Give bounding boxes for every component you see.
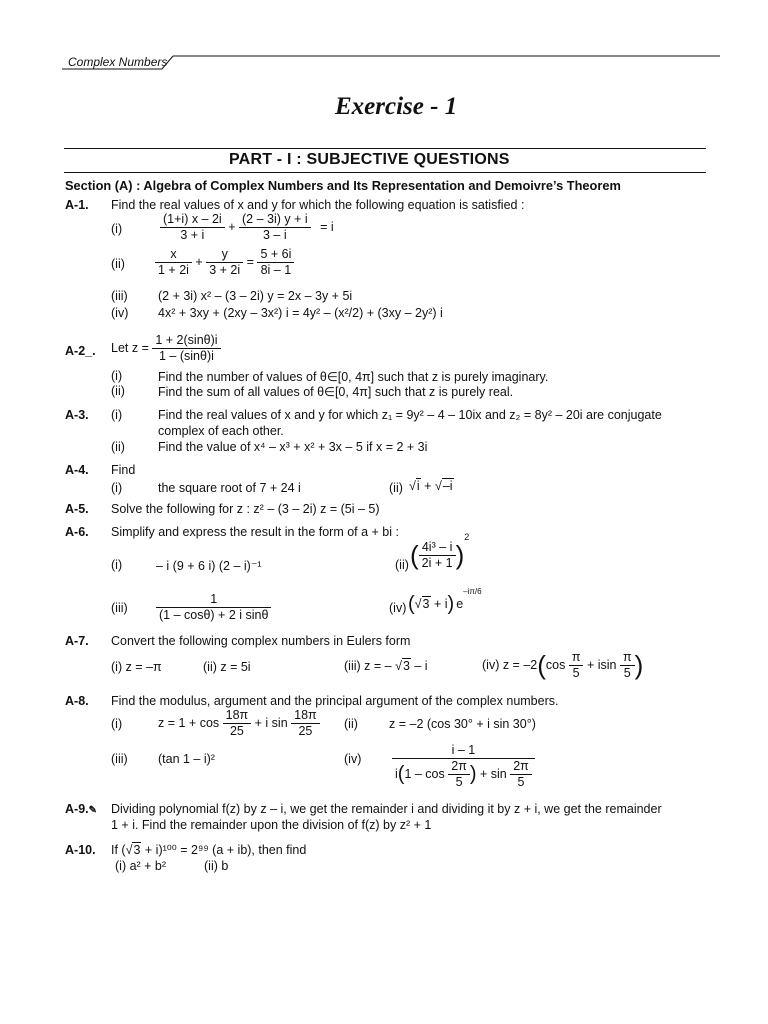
question-text: Find the modulus, argument and the principal argument of the complex numbers. xyxy=(111,694,559,708)
question-text: Simplify and express the result in the form of a + bi : xyxy=(111,525,399,539)
running-header: Complex Numbers xyxy=(68,55,168,69)
subpart-label: (ii) xyxy=(111,257,125,271)
subpart-label: (i) xyxy=(111,558,123,572)
subpart-text: (iv) z = –2(cos $\frac{\pi}{5}$ + isin $\frac{\pi}{5}$ ) xyxy=(482,650,644,680)
subpart-label: (iii) xyxy=(111,752,128,766)
question-text: Find the real values of x and y for which the following equation is satisfied : xyxy=(111,198,525,212)
subpart-label: (iv) xyxy=(111,306,129,320)
equation: z = 1 + cos $\frac{18\pi}{25}$ + i sin $\frac{18\pi}{25}$ xyxy=(158,708,320,739)
question-number: A-3. xyxy=(65,408,89,422)
equation: ( $\frac{\text{4i³ – i}}{2i + 1}$ )$^2$ xyxy=(410,531,470,570)
subpart-label: (i) xyxy=(111,369,123,383)
equation: 4x² + 3xy + (2xy – 3x²) i = 4y² – (x²/2) + (3xy – 2y²) i xyxy=(158,306,443,320)
equation: i – 1 i(1 – cos $\frac{2\pi}{5}$ ) + sin $\frac{2\pi}{5}$ xyxy=(392,743,535,790)
subpart-label: (i) xyxy=(111,408,123,422)
question-number: A-5. xyxy=(65,502,89,516)
question-number: A-7. xyxy=(65,634,89,648)
question-text: Dividing polynomial f(z) by z – i, we get the remainder i and dividing it by z + i, we get the remainder xyxy=(111,802,662,816)
part-top-rule xyxy=(64,148,706,149)
equation: $\frac{(1+i) x - 2i}{3 + i}$ + $\frac{(2 - 3i) y + i}{3 - i}$ = i xyxy=(160,212,334,243)
subpart-label: (iii) xyxy=(111,601,128,615)
subpart-label: (i) xyxy=(111,717,123,731)
part-bottom-rule xyxy=(64,172,706,173)
subpart-text: the square root of 7 + 24 i xyxy=(158,481,301,495)
subpart-label: (ii) xyxy=(111,440,125,454)
subpart-label: (iii) xyxy=(111,289,128,303)
subpart-label: (ii) xyxy=(395,558,409,572)
subpart-label: (ii) xyxy=(344,717,358,731)
equation: $\frac{x}{1 + 2i}$ + $\frac{y}{3 + 2i}$ = $\frac{5 + 6i}{8i - 1}$ xyxy=(155,247,294,278)
subpart-text: (ii) b xyxy=(204,859,229,873)
subpart-label: (iv) xyxy=(389,601,407,615)
subpart-label: (iv) xyxy=(344,752,362,766)
subpart-text: (i) z = –π xyxy=(111,660,162,674)
equation: z = –2 (cos 30° + i sin 30°) xyxy=(389,717,536,731)
radical-expression: √i + √–i xyxy=(409,479,453,493)
equation: – i (9 + 6 i) (2 – i)⁻¹ xyxy=(156,559,262,573)
part-heading: PART - I : SUBJECTIVE QUESTIONS xyxy=(229,151,510,168)
subpart-text: Find the number of values of θ∈[0, 4π] such that z is purely imaginary. xyxy=(158,370,549,384)
pencil-icon: ✎ xyxy=(88,805,98,816)
question-text: Let z = $\frac{1 + 2(\sin\theta)i}{1 - (\sin\theta)i}$ xyxy=(111,333,221,364)
question-text: 1 + i. Find the remainder upon the division of f(z) by z² + 1 xyxy=(111,818,432,832)
subpart-text: Find the value of x⁴ – x³ + x² + 3x – 5 if x = 2 + 3i xyxy=(158,440,428,454)
subpart-text: (i) a² + b² xyxy=(115,859,167,873)
subpart-label: (i) xyxy=(111,481,123,495)
subpart-label: (ii) xyxy=(389,481,403,495)
equation: (2 + 3i) x² – (3 – 2i) y = 2x – 3y + 5i xyxy=(158,289,353,303)
subpart-text: complex of each other. xyxy=(158,424,284,438)
question-number: A-8. xyxy=(65,694,89,708)
question-text: Solve the following for z : z² – (3 – 2i) z = (5i – 5) xyxy=(111,502,380,516)
question-number: A-4. xyxy=(65,463,89,477)
subpart-text: (ii) z = 5i xyxy=(203,660,251,674)
exercise-title: Exercise - 1 xyxy=(335,93,458,120)
subpart-text: Find the sum of all values of θ∈[0, 4π] such that z is purely real. xyxy=(158,385,514,399)
subpart-label: (i) xyxy=(111,222,123,236)
header-rule xyxy=(62,52,722,72)
equation: $\frac{1}{\text{(1 – cosθ) + 2 i sinθ}}$ xyxy=(156,592,271,623)
question-number: A-2_. xyxy=(65,344,96,358)
equation: (√3 + i) $e^{-i\pi/6}$ xyxy=(408,586,482,615)
subpart-text: Find the real values of x and y for which z₁ = 9y² – 4 – 10ix and z₂ = 8y² – 20i are conjugate xyxy=(158,408,662,422)
subpart-text: (iii) z = – √3 – i xyxy=(344,659,428,673)
question-text: Convert the following complex numbers in Eulers form xyxy=(111,634,411,648)
equation: (tan 1 – i)² xyxy=(158,752,215,766)
section-heading: Section (A) : Algebra of Complex Numbers and Its Representation and Demoivre’s Theorem xyxy=(65,178,621,193)
question-number: A-6. xyxy=(65,525,89,539)
question-number: A-1. xyxy=(65,198,89,212)
subpart-label: (ii) xyxy=(111,384,125,398)
question-text: If (√3 + i)¹⁰⁰ = 2⁹⁹ (a + ib), then find xyxy=(111,843,307,857)
question-number: A-9.✎ xyxy=(65,802,98,816)
question-text: Find xyxy=(111,463,136,477)
question-number: A-10. xyxy=(65,843,96,857)
